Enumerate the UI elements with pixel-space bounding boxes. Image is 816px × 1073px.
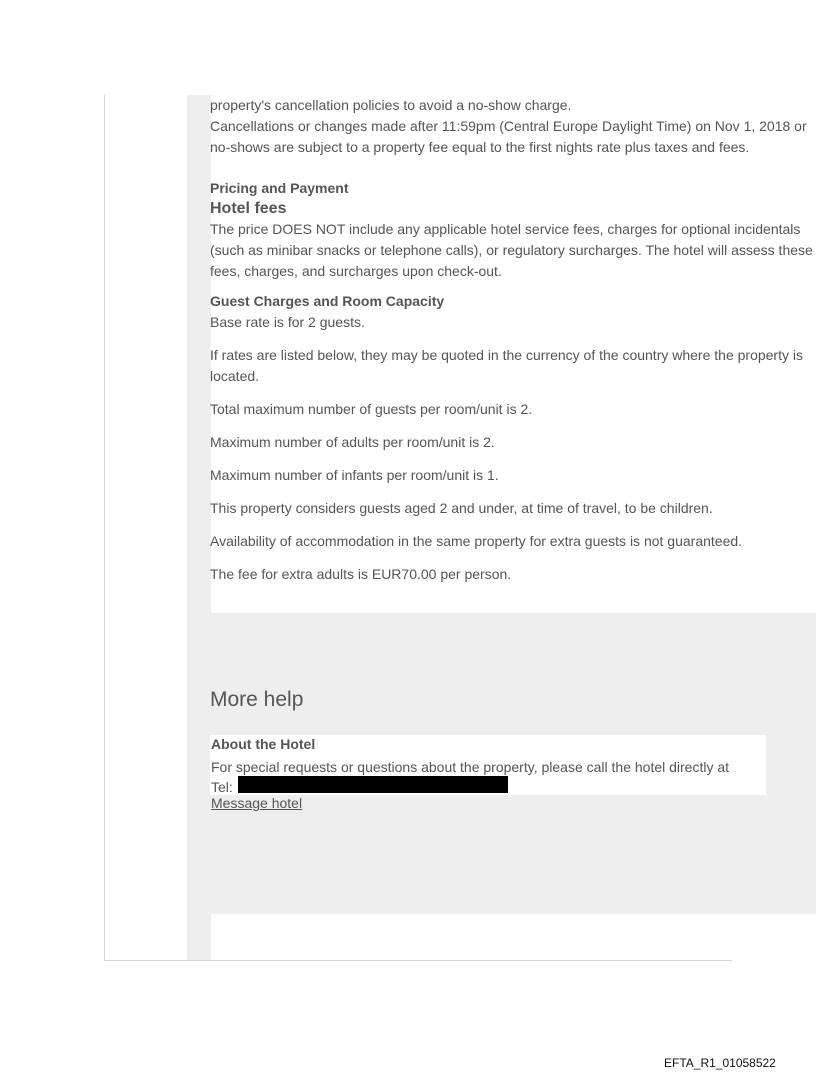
guest-charge-item: If rates are listed below, they may be quoted in the currency of the country where the property is located. bbox=[210, 347, 803, 384]
guest-charge-item: Base rate is for 2 guests. bbox=[210, 314, 365, 330]
redaction-block bbox=[238, 776, 508, 793]
tel-label: Tel: bbox=[211, 779, 233, 795]
cancellation-line-2: Cancellations or changes made after 11:59pm (Central Europe Daylight Time) on Nov 1, 2018 or no-shows are subject to a property fee equal to the first nights rate plus taxes and fees. bbox=[210, 118, 807, 155]
guest-charges-heading: Guest Charges and Room Capacity bbox=[210, 293, 445, 309]
guest-charge-item: Maximum number of adults per room/unit is 2. bbox=[210, 434, 495, 450]
document-id: EFTA_R1_01058522 bbox=[664, 1056, 776, 1070]
guest-charge-item: Maximum number of infants per room/unit is 1. bbox=[210, 467, 499, 483]
policy-content bbox=[210, 95, 814, 597]
pricing-heading: Pricing and Payment bbox=[210, 180, 349, 196]
message-hotel-link[interactable]: Message hotel bbox=[211, 795, 303, 811]
about-hotel-text: For special requests or questions about the property, please call the hotel directly at bbox=[211, 759, 730, 775]
about-hotel-heading: About the Hotel bbox=[211, 736, 316, 752]
hotel-fees-title: Hotel fees bbox=[210, 200, 287, 217]
guest-charge-item: Availability of accommodation in the same property for extra guests is not guaranteed. bbox=[210, 533, 743, 549]
hotel-fees-text: The price DOES NOT include any applicable hotel service fees, charges for optional incidentals (such as minibar snacks or telephone calls), or regulatory surcharges. The hotel will assess these fees, charges, and surcharges upon check-out. bbox=[210, 221, 813, 279]
cancellation-line-1: property's cancellation policies to avoid a no-show charge. bbox=[210, 97, 572, 113]
more-help-title: More help bbox=[210, 688, 304, 711]
frame-bottom-border bbox=[104, 960, 732, 961]
guest-charge-item: Total maximum number of guests per room/unit is 2. bbox=[210, 401, 533, 417]
guest-charge-item: The fee for extra adults is EUR70.00 per person. bbox=[210, 566, 512, 582]
guest-charge-item: This property considers guests aged 2 and under, at time of travel, to be children. bbox=[210, 500, 713, 516]
frame-left-border bbox=[104, 95, 105, 960]
